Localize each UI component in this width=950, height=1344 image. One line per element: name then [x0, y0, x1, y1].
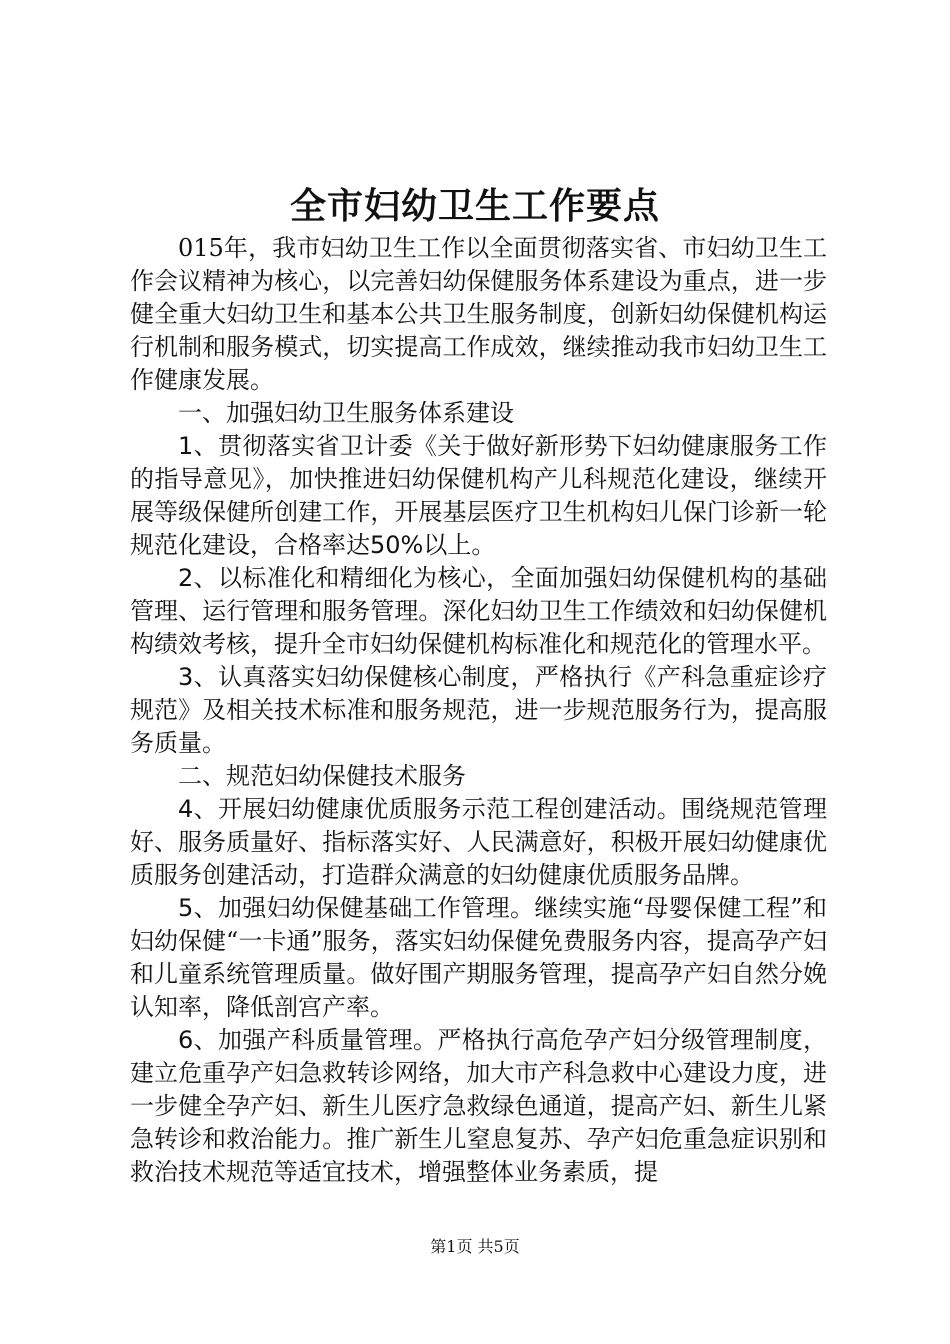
item-5-lead: 5、加强妇幼保健基础工作管理。 [178, 894, 535, 922]
intro-paragraph: 015年，我市妇幼卫生工作以全面贯彻落实省、市妇幼卫生工作会议精神为核心，以完善妇幼保健服务体系建设为重点，进一步健全重大妇幼卫生和基本公共卫生服务制度，创新妇幼保健机构运行机制和服务模式，切实提高工作成效，继续推动我市妇幼卫生工作健康发展。 [130, 234, 827, 394]
item-4-lead: 4、开展妇幼健康优质服务示范工程创建活动。 [178, 795, 682, 823]
item-5-text: 继续实施“母婴保健工程”和妇幼保健“一卡通”服务，落实妇幼保健免费服务内容，提高孕产妇和儿童系统管理质量。做好围产期服务管理，提高孕产妇自然分娩认知率，降低剖宫产率。 [130, 894, 827, 1021]
section-heading-1: 一、加强妇幼卫生服务体系建设 [178, 399, 514, 427]
section-heading-2: 二、规范妇幼保健技术服务 [178, 762, 466, 790]
item-4-paragraph [130, 793, 827, 892]
item-2-paragraph [130, 562, 827, 661]
item-3-paragraph: 3、认真落实妇幼保健核心制度，严格执行《产科急重症诊疗规范》及相关技术标准和服务规范，进一步规范服务行为，提高服务质量。 [130, 663, 827, 757]
item-5-paragraph [130, 892, 827, 1024]
item-6-paragraph [130, 1024, 827, 1189]
document-title: 全市妇幼卫生工作要点 [289, 186, 660, 227]
item-4-text: 围绕规范管理好、服务质量好、指标落实好、人民满意好，积极开展妇幼健康优质服务创建活动，打造群众满意的妇幼健康优质服务品牌。 [130, 795, 827, 889]
item-2-lead: 2、以标准化和精细化为核心，全面加强妇幼保健机构的基础管理、运行管理和服务管理。 [130, 564, 827, 625]
item-6-lead: 6、加强产科质量管理。 [178, 1026, 438, 1054]
page-footer: 第1页 共5页 [430, 1237, 520, 1256]
document-body [130, 232, 827, 1189]
item-6-text: 严格执行高危孕产妇分级管理制度，建立危重孕产妇急救转诊网络，加大市产科急救中心建设力度，进一步健全孕产妇、新生儿医疗急救绿色通道，提高产妇、新生儿紧急转诊和救治能力。推广新生儿窒息复苏、孕产妇危重急症识别和救治技术规范等适宜技术，增强整体业务素质，提 [130, 1026, 827, 1186]
item-1-paragraph: 1、贯彻落实省卫计委《关于做好新形势下妇幼健康服务工作的指导意见》，加快推进妇幼保健机构产儿科规范化建设，继续开展等级保健所创建工作，开展基层医疗卫生机构妇儿保门诊新一轮规范化建设，合格率达50%以上。 [130, 432, 827, 559]
item-2-text: 深化妇幼卫生工作绩效和妇幼保健机构绩效考核，提升全市妇幼保健机构标准化和规范化的管理水平。 [130, 597, 828, 658]
